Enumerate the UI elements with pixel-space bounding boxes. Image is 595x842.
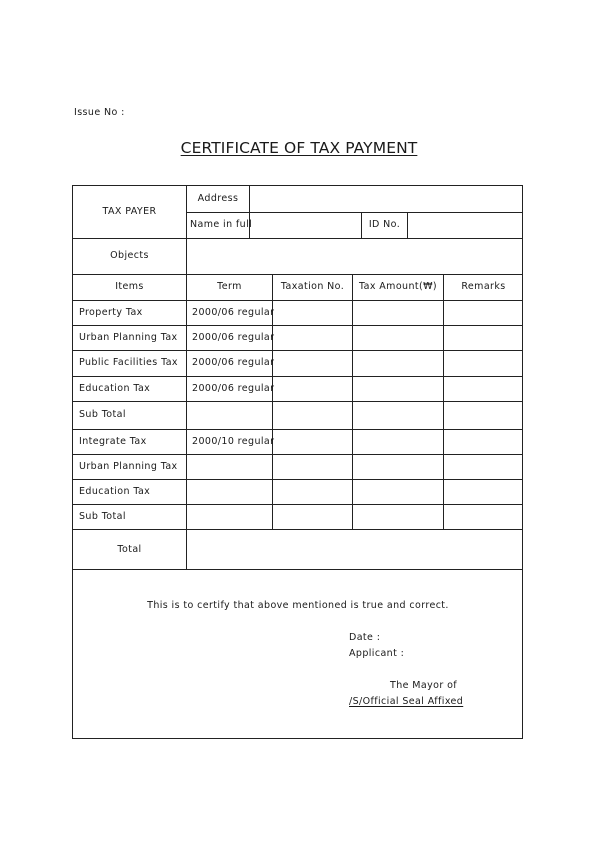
certificate-title: CERTIFICATE OF TAX PAYMENT [180,139,418,157]
row-item: Property Tax [79,307,143,318]
applicant-label: Applicant : [349,648,405,659]
header-items: Items [115,281,144,292]
row-item: Education Tax [79,383,151,394]
header-tax-amount: Tax Amount(₩) [358,281,438,292]
issue-number-label: Issue No : [74,107,125,118]
row-item: Integrate Tax [79,436,147,447]
row-term: 2000/06 regular [192,332,275,343]
header-remarks: Remarks [461,281,506,292]
header-term: Term [217,281,242,292]
date-label: Date : [349,632,381,643]
row-item-subtotal: Sub Total [79,409,126,420]
row-item: Education Tax [79,486,151,497]
id-number-label: ID No. [368,219,401,230]
row-term: 2000/06 regular [192,307,275,318]
certificate-form [72,185,523,739]
row-term: 2000/06 regular [192,383,275,394]
row-item: Urban Planning Tax [79,461,178,472]
official-seal-note: /S/Official Seal Affixed [349,696,464,707]
row-term: 2000/10 regular [192,436,275,447]
row-item: Public Facilities Tax [79,357,178,368]
total-label: Total [117,544,142,555]
row-item-subtotal: Sub Total [79,511,126,522]
objects-label: Objects [110,250,149,261]
row-item: Urban Planning Tax [79,332,178,343]
mayor-label: The Mayor of [390,680,458,691]
address-label: Address [197,193,239,204]
row-term: 2000/06 regular [192,357,275,368]
certification-statement: This is to certify that above mentioned is true and correct. [147,600,449,611]
tax-payer-label: TAX PAYER [102,206,157,217]
header-taxation-no: Taxation No. [280,281,345,292]
name-in-full-label: Name in full [190,219,253,230]
